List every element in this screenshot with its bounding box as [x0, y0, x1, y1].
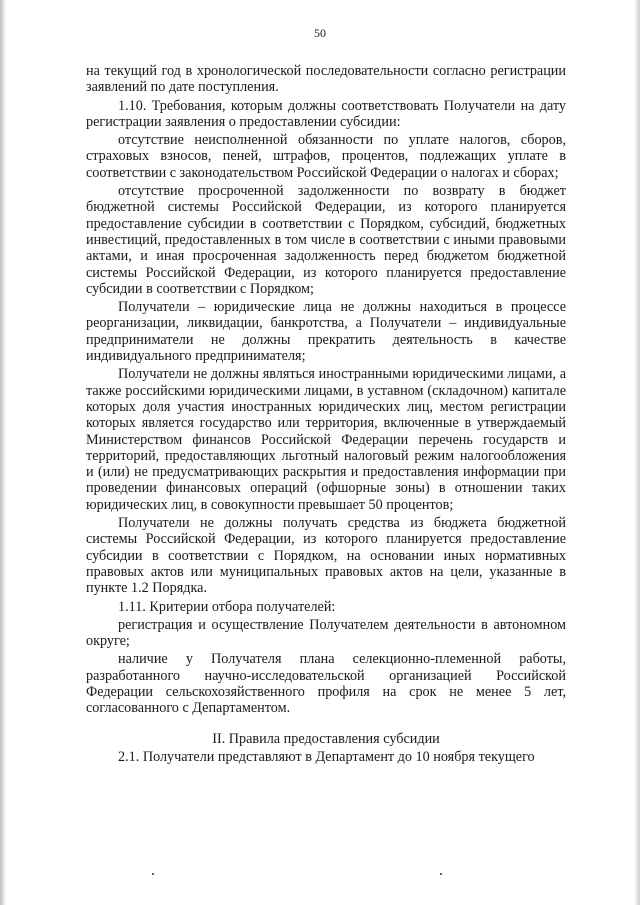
paragraph-clause-1-10: 1.10. Требования, которым должны соответствовать Получатели на дату регистрации заявления о предоставлении субсидии:: [86, 97, 566, 130]
scan-edge-left: [0, 0, 6, 905]
paragraph-registration: регистрация и осуществление Получателем деятельности в автономном округе;: [86, 616, 566, 650]
paragraph-tax-debt: отсутствие неисполненной обязанности по уплате налогов, сборов, страховых взносов, пеней, штрафов, процентов, подлежащих уплате в соответствии с законодательством Российской Федерации о налогах и сборах;: [86, 132, 566, 181]
paragraph-foreign-entities: Получатели не должны являться иностранными юридическими лицами, а также российскими юридическими лицами, в уставном (складочном) капитале которых доля участия иностранных юридических лиц, местом регистрации которых является государство или территория, включенные в утверждаемый Министерством финансов Российской Федерации перечень государств и территорий, предоставляющих льготный налоговый режим налогообложения и (или) не предусматривающих раскрытия и предоставления информации при проведении финансовых операций (офшорные зоны) в отношении таких юридических лиц, в совокупности превышает 50 процентов;: [86, 366, 566, 513]
section-heading: II. Правила предоставления субсидии: [212, 730, 440, 747]
scan-speck: [440, 873, 442, 875]
paragraph-continuation: на текущий год в хронологической последовательности согласно регистрации заявлений по дате поступления.: [86, 63, 566, 96]
scan-edge-right: [634, 0, 640, 905]
paragraph-overdue-debt: отсутствие просроченной задолженности по возврату в бюджет бюджетной системы Российской Федерации, из которого планируется предоставление субсидии в соответствии с Порядком, субсидий, бюджетных инвестиций, предоставленных в том числе в соответствии с иными правовыми актами, и иная просроченная задолженность перед бюджетом бюджетной системы Российской Федерации, из которого планируется предоставление субсидии в соответствии с Порядком;: [86, 183, 566, 297]
paragraph-clause-1-11: 1.11. Критерии отбора получателей:: [118, 598, 336, 615]
paragraph-breeding-plan: наличие у Получателя плана селекционно-племенной работы, разработанного научно-исследовательской организацией Российской Федерации сельскохозяйственного профиля на срок не менее 5 лет, согласованного с Департаментом.: [86, 651, 566, 717]
paragraph-reorganization: Получатели – юридические лица не должны находиться в процессе реорганизации, ликвидации, банкротства, а Получатели – индивидуальные предприниматели не должны прекратить деятельность в качестве индивидуального предпринимателя;: [86, 299, 566, 365]
paragraph-clause-2-1: 2.1. Получатели представляют в Департамент до 10 ноября текущего: [118, 748, 535, 765]
document-body: [86, 63, 566, 765]
paragraph-other-funds: Получатели не должны получать средства из бюджета бюджетной системы Российской Федерации, из которого планируется предоставление субсидии в соответствии с Порядком, на основании иных нормативных правовых актов или муниципальных правовых актов на цели, указанные в пункте 1.2 Порядка.: [86, 515, 566, 597]
scan-speck: [152, 873, 154, 875]
page-number: 50: [314, 26, 326, 40]
